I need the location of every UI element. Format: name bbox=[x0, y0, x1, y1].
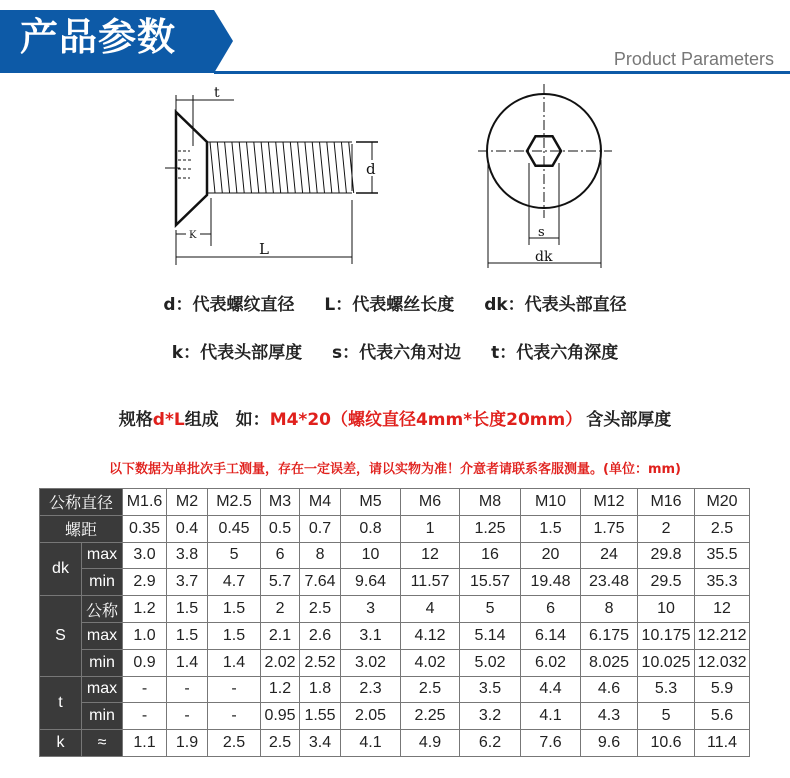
legend-s: s：代表六角对边 bbox=[332, 343, 462, 363]
table-cell: - bbox=[123, 676, 167, 703]
size-cell: M2 bbox=[167, 489, 208, 516]
table-cell: 0.95 bbox=[261, 703, 300, 730]
table-cell: 0.45 bbox=[208, 515, 261, 542]
table-cell: 6.02 bbox=[521, 649, 581, 676]
table-cell: 3 bbox=[341, 596, 401, 623]
table-cell: 5 bbox=[208, 542, 261, 569]
table-cell: 6 bbox=[261, 542, 300, 569]
table-cell: 10.6 bbox=[638, 730, 695, 757]
table-cell: 1.4 bbox=[167, 649, 208, 676]
table-cell: 3.02 bbox=[341, 649, 401, 676]
table-cell: 3.2 bbox=[460, 703, 521, 730]
table-cell: 5 bbox=[638, 703, 695, 730]
table-cell: - bbox=[167, 703, 208, 730]
d-label: d bbox=[366, 160, 376, 178]
table-cell: 5.14 bbox=[460, 622, 521, 649]
table-cell: 20 bbox=[521, 542, 581, 569]
table-cell: 0.7 bbox=[300, 515, 341, 542]
table-cell: 19.48 bbox=[521, 569, 581, 596]
table-cell: 5.7 bbox=[261, 569, 300, 596]
group-header: t bbox=[40, 676, 82, 730]
table-cell: 4.1 bbox=[521, 703, 581, 730]
table-cell: 4.7 bbox=[208, 569, 261, 596]
header-divider bbox=[214, 71, 790, 74]
size-cell: M2.5 bbox=[208, 489, 261, 516]
table-cell: 35.3 bbox=[695, 569, 750, 596]
table-cell: 1.4 bbox=[208, 649, 261, 676]
thread-lines bbox=[210, 142, 354, 193]
table-cell: 11.4 bbox=[695, 730, 750, 757]
dk-label: dk bbox=[535, 249, 553, 265]
legend-L: L：代表螺丝长度 bbox=[324, 295, 455, 315]
table-cell: 6.14 bbox=[521, 622, 581, 649]
legend-d: d：代表螺纹直径 bbox=[163, 295, 295, 315]
table-cell: 1.5 bbox=[208, 622, 261, 649]
table-row bbox=[40, 649, 750, 676]
spec-mid: 组成 如： bbox=[184, 410, 270, 430]
sub-header: max bbox=[82, 542, 123, 569]
table-cell: 24 bbox=[581, 542, 638, 569]
table-cell: 2.1 bbox=[261, 622, 300, 649]
size-cell: M3 bbox=[261, 489, 300, 516]
t-label: t bbox=[214, 85, 220, 101]
page-title: 产品参数 bbox=[20, 15, 177, 59]
table-cell: 0.5 bbox=[261, 515, 300, 542]
table-cell: 4.4 bbox=[521, 676, 581, 703]
table-cell: 8 bbox=[300, 542, 341, 569]
table-cell: 4.9 bbox=[401, 730, 460, 757]
table-cell: 1.1 bbox=[123, 730, 167, 757]
table-cell: 10 bbox=[638, 596, 695, 623]
sub-header: min bbox=[82, 703, 123, 730]
table-cell: 3.4 bbox=[300, 730, 341, 757]
table-cell: 23.48 bbox=[581, 569, 638, 596]
table-cell: 7.6 bbox=[521, 730, 581, 757]
table-cell: 2.25 bbox=[401, 703, 460, 730]
spec-prefix: 规格 bbox=[118, 410, 153, 430]
table-cell: 1.5 bbox=[521, 515, 581, 542]
table-cell: - bbox=[208, 703, 261, 730]
table-cell: 2.5 bbox=[401, 676, 460, 703]
size-cell: M8 bbox=[460, 489, 521, 516]
page-subtitle: Product Parameters bbox=[613, 49, 774, 69]
table-cell: 1.75 bbox=[581, 515, 638, 542]
table-cell: 12 bbox=[401, 542, 460, 569]
table-cell: 2 bbox=[261, 596, 300, 623]
size-cell: M16 bbox=[638, 489, 695, 516]
table-cell: 35.5 bbox=[695, 542, 750, 569]
legend-t: t：代表六角深度 bbox=[491, 343, 619, 363]
table-cell: 12 bbox=[695, 596, 750, 623]
table-cell: 0.4 bbox=[167, 515, 208, 542]
table-cell: 12.032 bbox=[695, 649, 750, 676]
table-cell: 16 bbox=[460, 542, 521, 569]
size-cell: M10 bbox=[521, 489, 581, 516]
table-cell: 2.5 bbox=[695, 515, 750, 542]
table-cell: 2.3 bbox=[341, 676, 401, 703]
table-cell: 12.212 bbox=[695, 622, 750, 649]
table-cell: 1.0 bbox=[123, 622, 167, 649]
table-cell: 2.5 bbox=[261, 730, 300, 757]
table-cell: 2.5 bbox=[300, 596, 341, 623]
group-header: k bbox=[40, 730, 82, 757]
table-cell: 0.35 bbox=[123, 515, 167, 542]
table-cell: 10 bbox=[341, 542, 401, 569]
row-header: 公称直径 bbox=[40, 489, 123, 516]
table-row bbox=[40, 730, 750, 757]
table-cell: 5 bbox=[460, 596, 521, 623]
table-row bbox=[40, 622, 750, 649]
table-cell: 15.57 bbox=[460, 569, 521, 596]
top-view bbox=[478, 84, 612, 268]
table-cell: 2.05 bbox=[341, 703, 401, 730]
table-cell: 8.025 bbox=[581, 649, 638, 676]
sub-header: max bbox=[82, 676, 123, 703]
table-cell: 5.6 bbox=[695, 703, 750, 730]
group-header: S bbox=[40, 596, 82, 676]
table-cell: 6.175 bbox=[581, 622, 638, 649]
legend-line-1 bbox=[0, 290, 790, 315]
table-cell: 1 bbox=[401, 515, 460, 542]
size-cell: M20 bbox=[695, 489, 750, 516]
table-cell: 5.02 bbox=[460, 649, 521, 676]
size-cell: M4 bbox=[300, 489, 341, 516]
table-cell: - bbox=[208, 676, 261, 703]
row-header: 螺距 bbox=[40, 515, 123, 542]
table-cell: 6 bbox=[521, 596, 581, 623]
spec-format: d*L bbox=[152, 410, 185, 430]
table-cell: 10.175 bbox=[638, 622, 695, 649]
table-row bbox=[40, 569, 750, 596]
table-cell: 0.9 bbox=[123, 649, 167, 676]
table-cell: 1.8 bbox=[300, 676, 341, 703]
table-cell: 4 bbox=[401, 596, 460, 623]
table-cell: - bbox=[167, 676, 208, 703]
table-cell: 7.64 bbox=[300, 569, 341, 596]
legend-line-2 bbox=[0, 338, 790, 363]
table-cell: 11.57 bbox=[401, 569, 460, 596]
table-cell: 6.2 bbox=[460, 730, 521, 757]
table-cell: 3.0 bbox=[123, 542, 167, 569]
table-cell: 4.02 bbox=[401, 649, 460, 676]
group-header: dk bbox=[40, 542, 82, 596]
table-cell: 8 bbox=[581, 596, 638, 623]
table-cell: 1.5 bbox=[167, 596, 208, 623]
table-cell: 1.2 bbox=[261, 676, 300, 703]
L-label: L bbox=[259, 240, 269, 258]
table-cell: 1.55 bbox=[300, 703, 341, 730]
table-cell: 1.9 bbox=[167, 730, 208, 757]
table-cell: 4.12 bbox=[401, 622, 460, 649]
sub-header: min bbox=[82, 569, 123, 596]
spec-suffix: 含头部厚度 bbox=[586, 410, 672, 430]
table-cell: 3.5 bbox=[460, 676, 521, 703]
table-cell: 4.3 bbox=[581, 703, 638, 730]
sub-header: max bbox=[82, 622, 123, 649]
table-cell: - bbox=[123, 703, 167, 730]
legend-dk: dk：代表头部直径 bbox=[484, 295, 627, 315]
measurement-note: 以下数据为单批次手工测量，存在一定误差，请以实物为准！介意者请联系客服测量。(单位：mm) bbox=[109, 462, 681, 477]
table-cell: 29.8 bbox=[638, 542, 695, 569]
size-cell: M6 bbox=[401, 489, 460, 516]
table-cell: 10.025 bbox=[638, 649, 695, 676]
table-cell: 4.1 bbox=[341, 730, 401, 757]
spec-description bbox=[0, 405, 790, 430]
table-cell: 9.64 bbox=[341, 569, 401, 596]
table-cell: 1.5 bbox=[208, 596, 261, 623]
screw-diagram bbox=[0, 80, 790, 280]
table-row bbox=[40, 676, 750, 703]
table-cell: 9.6 bbox=[581, 730, 638, 757]
table-cell: 2 bbox=[638, 515, 695, 542]
spec-table bbox=[39, 488, 750, 757]
table-cell: 5.9 bbox=[695, 676, 750, 703]
sub-header: ≈ bbox=[82, 730, 123, 757]
table-cell: 29.5 bbox=[638, 569, 695, 596]
table-cell: 4.6 bbox=[581, 676, 638, 703]
k-label: K bbox=[189, 230, 197, 241]
table-row bbox=[40, 542, 750, 569]
legend-k: k：代表头部厚度 bbox=[171, 343, 303, 363]
sub-header: 公称 bbox=[82, 596, 123, 623]
table-cell: 3.7 bbox=[167, 569, 208, 596]
table-cell: 2.52 bbox=[300, 649, 341, 676]
table-cell: 0.8 bbox=[341, 515, 401, 542]
table-cell: 2.6 bbox=[300, 622, 341, 649]
table-cell: 1.5 bbox=[167, 622, 208, 649]
table-row bbox=[40, 596, 750, 623]
table-cell: 1.25 bbox=[460, 515, 521, 542]
size-cell: M1.6 bbox=[123, 489, 167, 516]
table-row bbox=[40, 703, 750, 730]
spec-example: M4*20（螺纹直径4mm*长度20mm） bbox=[269, 410, 583, 430]
table-cell: 2.5 bbox=[208, 730, 261, 757]
table-cell: 2.02 bbox=[261, 649, 300, 676]
side-view bbox=[165, 85, 378, 265]
s-label: s bbox=[538, 225, 545, 240]
size-cell: M5 bbox=[341, 489, 401, 516]
table-cell: 2.9 bbox=[123, 569, 167, 596]
size-cell: M12 bbox=[581, 489, 638, 516]
table-row-size bbox=[40, 489, 750, 516]
table-cell: 3.8 bbox=[167, 542, 208, 569]
table-cell: 1.2 bbox=[123, 596, 167, 623]
table-row-pitch bbox=[40, 515, 750, 542]
table-cell: 5.3 bbox=[638, 676, 695, 703]
table-cell: 3.1 bbox=[341, 622, 401, 649]
sub-header: min bbox=[82, 649, 123, 676]
